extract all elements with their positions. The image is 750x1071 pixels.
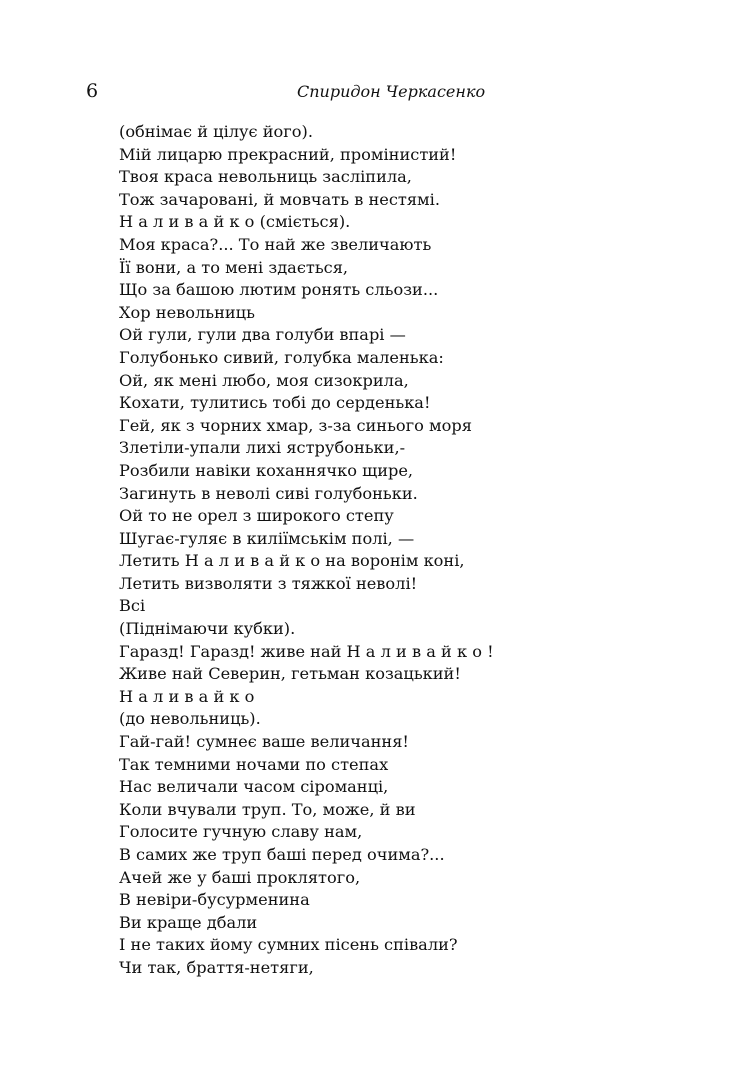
text-line: Ой то не орел з широкого степу (119, 506, 394, 526)
text-line: (обнімає й цілує його). (119, 122, 313, 141)
text-line: Так темними ночами по степах (119, 754, 389, 774)
text-line: Голосите гучную славу нам, (119, 822, 363, 842)
text-line: Її вони, а то мені здається, (119, 257, 349, 277)
text-line: Розбили навіки коханнячко щире, (119, 460, 414, 480)
text-line: (Піднімаючи кубки). (119, 619, 296, 639)
text-line: Н а л и в а й к о (119, 686, 255, 706)
text-line: І не таких йому сумних пісень співали? (119, 935, 458, 955)
text-line: Що за башою лютим ронять сльози... (119, 280, 439, 300)
text-line: Н а л и в а й к о (сміється). (119, 212, 351, 232)
text-line: Гаразд! Гаразд! живе най Н а л и в а й к о ! (119, 641, 494, 661)
text-line: Гай-гай! сумнеє ваше величання! (119, 732, 409, 752)
text-line: Злетіли-упали лихі яструбоньки,- (119, 438, 406, 458)
text-body (119, 121, 679, 980)
text-line: Летить визволяти з тяжкої неволі! (119, 573, 418, 593)
text-line: Твоя краса невольниць засліпила, (119, 167, 412, 187)
text-line: Кохати, тулитись тобі до серденька! (119, 393, 431, 413)
text-line: Ой, як мені любо, моя сизокрила, (119, 370, 409, 390)
text-line: В самих же труп баші перед очима?... (119, 845, 445, 864)
page-number: 6 (86, 80, 99, 102)
text-line: Гей, як з чорних хмар, з-за синього моря (119, 415, 472, 435)
text-line: Ви краще дбали (119, 912, 258, 932)
text-line: Загинуть в неволі сиві голубоньки. (119, 483, 418, 503)
text-line: Моя краса?... То най же звеличають (119, 234, 432, 254)
text-line: (до невольниць). (119, 709, 261, 729)
text-line: Хор невольниць (119, 302, 255, 322)
text-line: Ой гули, гули два голуби впарі — (119, 325, 406, 345)
text-line: Живе най Северин, гетьман козацький! (119, 664, 461, 684)
text-line: Всі (119, 596, 146, 616)
text-line: Летить Н а л и в а й к о на воронім коні, (119, 551, 465, 571)
text-line: Голубонько сивий, голубка маленька: (119, 347, 444, 367)
text-line: Шугає-гуляє в киліїмськім полі, — (119, 528, 415, 548)
text-line: Нас величали часом сіроманці, (119, 777, 389, 797)
running-title: Спиридон Черкасенко (297, 82, 486, 101)
text-line: Ачей же у баші проклятого, (119, 867, 361, 887)
text-line: Коли вчували труп. То, може, й ви (119, 799, 416, 819)
text-line: Мій лицарю прекрасний, промінистий! (119, 144, 457, 164)
text-line: Тож зачаровані, й мовчать в нестямі. (119, 189, 440, 209)
text-line: Чи так, браття-нетяги, (119, 957, 314, 977)
text-line: В невіри-бусурменина (119, 890, 310, 910)
